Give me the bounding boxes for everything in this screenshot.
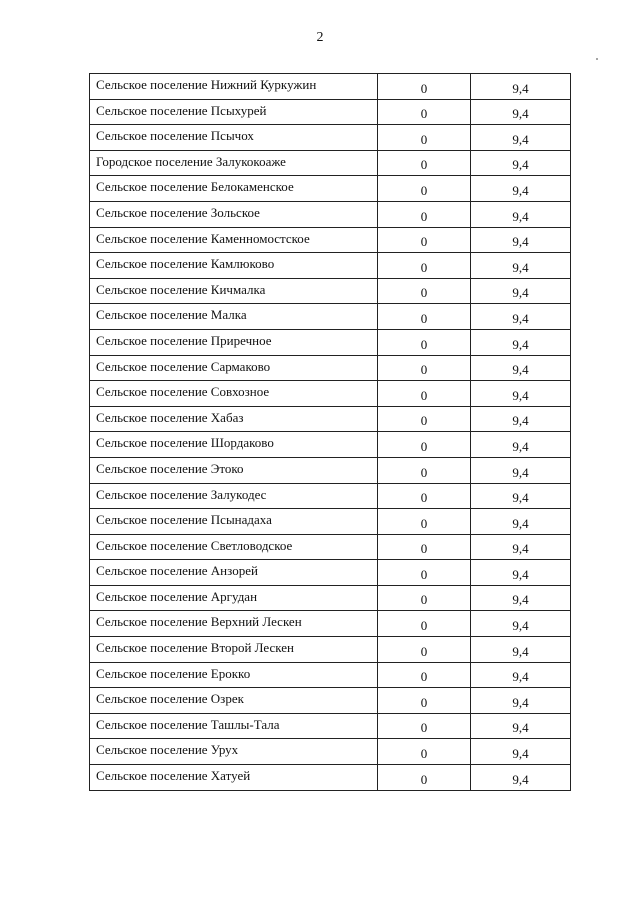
value-a-cell: 0 (378, 329, 471, 355)
table-row (90, 739, 571, 765)
settlement-name-cell: Сельское поселение Зольское (90, 201, 378, 227)
table-row (90, 125, 571, 151)
value-b-cell: 9,4 (471, 688, 571, 714)
value-b-cell: 9,4 (471, 560, 571, 586)
value-a-cell: 0 (378, 688, 471, 714)
settlement-name-cell: Сельское поселение Анзорей (90, 560, 378, 586)
value-a-cell: 0 (378, 432, 471, 458)
settlement-name-cell: Сельское поселение Шордаково (90, 432, 378, 458)
value-a-cell: 0 (378, 125, 471, 151)
value-a-cell: 0 (378, 662, 471, 688)
table-row (90, 765, 571, 791)
settlement-name-cell: Сельское поселение Светловодское (90, 534, 378, 560)
table-row (90, 304, 571, 330)
value-a-cell: 0 (378, 381, 471, 407)
value-b-cell: 9,4 (471, 432, 571, 458)
value-a-cell: 0 (378, 534, 471, 560)
value-a-cell: 0 (378, 304, 471, 330)
settlement-name-cell: Городское поселение Залукокоаже (90, 150, 378, 176)
value-a-cell: 0 (378, 560, 471, 586)
settlement-name-cell: Сельское поселение Аргудан (90, 585, 378, 611)
settlement-name-cell: Сельское поселение Ерокко (90, 662, 378, 688)
table-row (90, 74, 571, 100)
table-row (90, 483, 571, 509)
table-row (90, 406, 571, 432)
value-b-cell: 9,4 (471, 509, 571, 535)
settlement-name-cell: Сельское поселение Нижний Куркужин (90, 74, 378, 100)
value-b-cell: 9,4 (471, 662, 571, 688)
settlements-table (89, 73, 571, 791)
settlement-name-cell: Сельское поселение Урух (90, 739, 378, 765)
settlement-name-cell: Сельское поселение Второй Лескен (90, 637, 378, 663)
value-a-cell: 0 (378, 253, 471, 279)
value-a-cell: 0 (378, 74, 471, 100)
value-a-cell: 0 (378, 278, 471, 304)
value-b-cell: 9,4 (471, 99, 571, 125)
value-a-cell: 0 (378, 227, 471, 253)
value-a-cell: 0 (378, 176, 471, 202)
settlement-name-cell: Сельское поселение Залукодес (90, 483, 378, 509)
settlement-name-cell: Сельское поселение Приречное (90, 329, 378, 355)
settlement-name-cell: Сельское поселение Совхозное (90, 381, 378, 407)
table-row (90, 253, 571, 279)
value-a-cell: 0 (378, 406, 471, 432)
table-row (90, 611, 571, 637)
table-row (90, 637, 571, 663)
value-b-cell: 9,4 (471, 611, 571, 637)
table-row (90, 457, 571, 483)
value-b-cell: 9,4 (471, 253, 571, 279)
value-b-cell: 9,4 (471, 483, 571, 509)
value-b-cell: 9,4 (471, 304, 571, 330)
value-a-cell: 0 (378, 739, 471, 765)
value-a-cell: 0 (378, 99, 471, 125)
settlement-name-cell: Сельское поселение Хатуей (90, 765, 378, 791)
settlement-name-cell: Сельское поселение Верхний Лескен (90, 611, 378, 637)
table-row (90, 381, 571, 407)
value-b-cell: 9,4 (471, 381, 571, 407)
value-a-cell: 0 (378, 585, 471, 611)
settlement-name-cell: Сельское поселение Хабаз (90, 406, 378, 432)
value-a-cell: 0 (378, 637, 471, 663)
value-a-cell: 0 (378, 150, 471, 176)
table-body (90, 74, 571, 791)
value-b-cell: 9,4 (471, 355, 571, 381)
table-row (90, 150, 571, 176)
value-a-cell: 0 (378, 355, 471, 381)
value-a-cell: 0 (378, 765, 471, 791)
value-b-cell: 9,4 (471, 713, 571, 739)
value-b-cell: 9,4 (471, 637, 571, 663)
settlement-name-cell: Сельское поселение Камлюково (90, 253, 378, 279)
settlement-name-cell: Сельское поселение Этоко (90, 457, 378, 483)
value-b-cell: 9,4 (471, 329, 571, 355)
settlement-name-cell: Сельское поселение Ташлы-Тала (90, 713, 378, 739)
settlement-name-cell: Сельское поселение Кичмалка (90, 278, 378, 304)
settlement-name-cell: Сельское поселение Псыхурей (90, 99, 378, 125)
value-a-cell: 0 (378, 457, 471, 483)
settlement-name-cell: Сельское поселение Белокаменское (90, 176, 378, 202)
table-row (90, 509, 571, 535)
value-a-cell: 0 (378, 611, 471, 637)
table-row (90, 432, 571, 458)
value-b-cell: 9,4 (471, 74, 571, 100)
value-b-cell: 9,4 (471, 585, 571, 611)
table-row (90, 585, 571, 611)
value-b-cell: 9,4 (471, 765, 571, 791)
table-row (90, 560, 571, 586)
value-b-cell: 9,4 (471, 739, 571, 765)
table-row (90, 176, 571, 202)
settlement-name-cell: Сельское поселение Псынадаха (90, 509, 378, 535)
table-row (90, 201, 571, 227)
table-row (90, 278, 571, 304)
table-row (90, 355, 571, 381)
value-b-cell: 9,4 (471, 176, 571, 202)
settlement-name-cell: Сельское поселение Малка (90, 304, 378, 330)
page-number: 2 (316, 30, 324, 45)
value-b-cell: 9,4 (471, 457, 571, 483)
table-row (90, 99, 571, 125)
value-a-cell: 0 (378, 201, 471, 227)
settlement-name-cell: Сельское поселение Сармаково (90, 355, 378, 381)
table-row (90, 662, 571, 688)
table-row (90, 227, 571, 253)
settlement-name-cell: Сельское поселение Каменномостское (90, 227, 378, 253)
value-b-cell: 9,4 (471, 278, 571, 304)
settlement-name-cell: Сельское поселение Псычох (90, 125, 378, 151)
scan-speck (596, 58, 598, 60)
table-row (90, 713, 571, 739)
value-a-cell: 0 (378, 483, 471, 509)
value-a-cell: 0 (378, 713, 471, 739)
value-b-cell: 9,4 (471, 150, 571, 176)
value-b-cell: 9,4 (471, 534, 571, 560)
value-b-cell: 9,4 (471, 227, 571, 253)
value-b-cell: 9,4 (471, 406, 571, 432)
value-b-cell: 9,4 (471, 201, 571, 227)
settlement-name-cell: Сельское поселение Озрек (90, 688, 378, 714)
table-row (90, 534, 571, 560)
value-b-cell: 9,4 (471, 125, 571, 151)
table-row (90, 688, 571, 714)
value-a-cell: 0 (378, 509, 471, 535)
table-row (90, 329, 571, 355)
